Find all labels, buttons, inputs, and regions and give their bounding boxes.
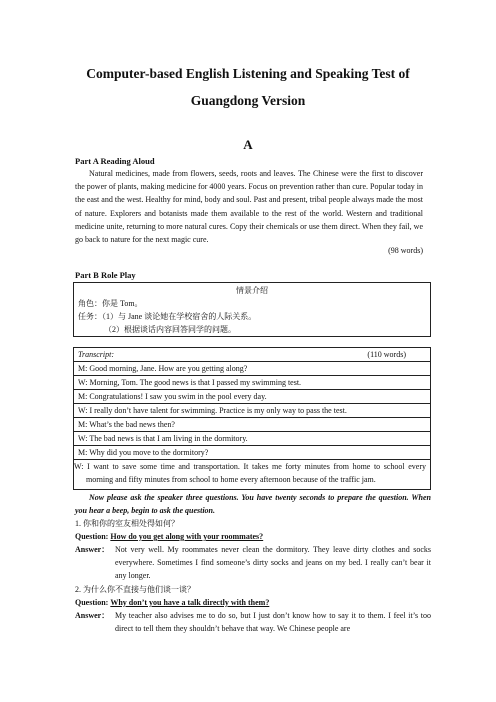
answer-1 xyxy=(75,543,431,582)
answer-1-label: Answer： xyxy=(75,545,110,554)
scenario-task2: （2）根据谈话内容回答同学的问题。 xyxy=(104,325,236,334)
scenario-task1: 任务：（1）与 Jane 谈论她在学校宿舍的人际关系。 xyxy=(78,312,257,321)
part-a-word-count: (98 words) xyxy=(388,246,423,255)
question-1 xyxy=(75,530,431,543)
question-2-chinese: 2. 为什么你不直接与他们谈一谈？ xyxy=(75,585,195,594)
scenario-role: 角色：你是 Tom。 xyxy=(78,299,143,308)
answer-1-text: Not very well. My roommates never clean the dormitory. They leave dirty clothes and socks everywhere. Sometimes I find someone’s dirty socks and jeans on my bed. I really can’t bear it any longer. xyxy=(115,545,431,580)
answer-2 xyxy=(75,609,431,635)
transcript-word-count: (110 words) xyxy=(367,350,406,359)
answer-2-text: My teacher also advises me to do so, but I just don’t know how to say it to them. I feel it’s too direct to tell them they shouldn’t behave that way. We Chinese people are xyxy=(115,611,431,633)
transcript-line: W: I really don’t have talent for swimming. Practice is my only way to pass the test. xyxy=(74,404,430,418)
instructions xyxy=(75,491,431,517)
transcript-line: W: Morning, Tom. The good news is that I passed my swimming test. xyxy=(74,376,430,390)
part-b-label: Part B Role Play xyxy=(75,270,136,280)
transcript-line: M: Congratulations! I saw you swim in the pool every day. xyxy=(74,390,430,404)
part-a-label: Part A Reading Aloud xyxy=(75,156,155,166)
question-1-chinese: 1. 你和你的室友相处得如何？ xyxy=(75,519,179,528)
question-1-label: Question: xyxy=(75,532,109,541)
transcript-label: Transcript: xyxy=(78,350,115,359)
transcript-line: M: What’s the bad news then? xyxy=(74,418,430,432)
reading-passage-text: Natural medicines, made from flowers, seeds, roots and leaves. The Chinese were the first to discover the power of plants, making medicine for 4000 years. Focus on prevention rather than cure. Popular today in the east and the west. Healthy for mind, body and soul. Past and present, tribal people always made the most of nature. Explorers and botanists made them available to the rest of the world. Western and traditional medicine unite, returning to more natural cures. Copy their chemicals or use them direct. When they fail, we go back to nature for the next magic cure. xyxy=(75,169,423,245)
document-title-line2: Guangdong Version xyxy=(190,93,306,108)
scenario-heading: 情景介绍 xyxy=(236,286,268,295)
transcript-line: W: The bad news is that I am living in the dormitory. xyxy=(74,432,430,446)
answer-2-label: Answer： xyxy=(75,611,110,620)
question-2-label: Question: xyxy=(75,598,109,607)
transcript-header xyxy=(74,348,430,362)
section-heading: A xyxy=(243,137,253,152)
question-1-text: How do you get along with your roommates? xyxy=(110,532,264,541)
scenario-box xyxy=(73,282,431,337)
transcript-line: W: I want to save some time and transportation. It takes me forty minutes from home to school every morning and fifty minutes from school to home every afternoon because of the traffic jam. xyxy=(74,462,426,484)
document-title-line1: Computer-based English Listening and Speaking Test of xyxy=(86,66,410,81)
transcript-line: M: Why did you move to the dormitory? xyxy=(74,446,430,460)
reading-passage xyxy=(75,167,423,246)
transcript-box xyxy=(73,347,431,490)
question-2 xyxy=(75,596,431,609)
transcript-line: M: Good morning, Jane. How are you getting along? xyxy=(74,362,430,376)
instructions-text: Now please ask the speaker three questions. You have twenty seconds to prepare the question. When you hear a beep, begin to ask the question. xyxy=(75,493,431,515)
question-2-text: Why don’t you have a talk directly with them? xyxy=(110,598,270,607)
